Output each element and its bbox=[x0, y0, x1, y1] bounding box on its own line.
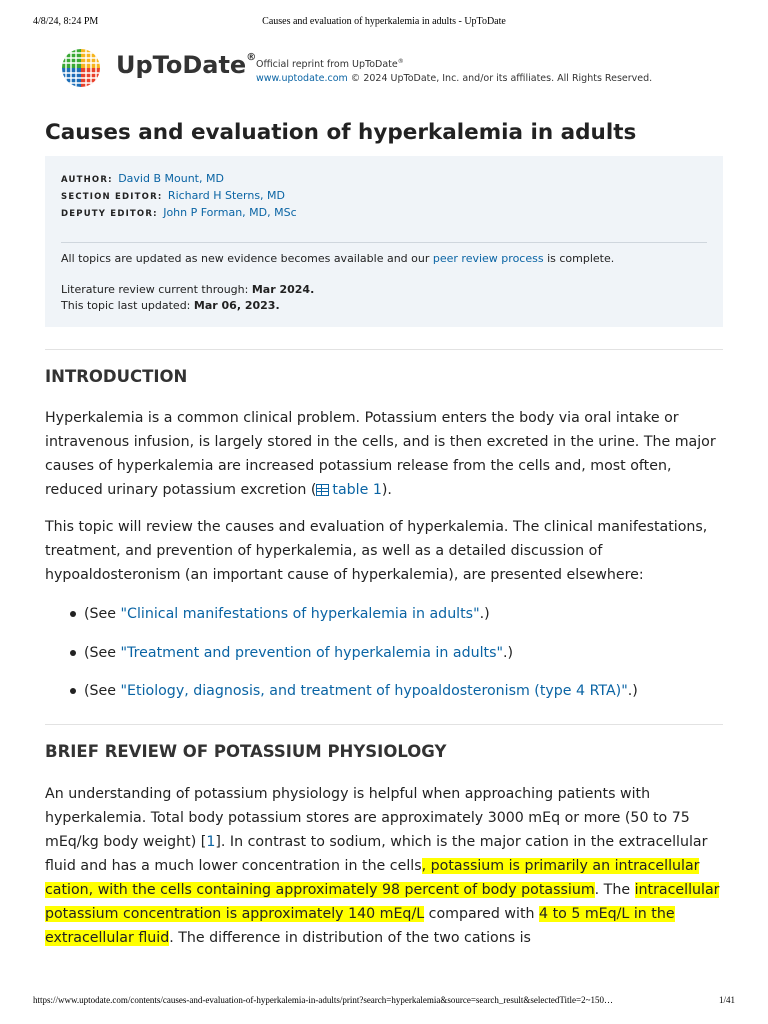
treatment-prevention-link[interactable]: "Treatment and prevention of hyperkalemia in adults" bbox=[120, 644, 503, 661]
print-header bbox=[33, 16, 735, 30]
reprint-notice: Official reprint from UpToDate® www.uptodate.com © 2024 UpToDate, Inc. and/or its affiliates. All Rights Reserved. bbox=[256, 58, 653, 85]
list-item: (See "Clinical manifestations of hyperkalemia in adults".) bbox=[66, 602, 638, 641]
uptodate-logo-icon bbox=[60, 47, 102, 89]
peer-review-link[interactable]: peer review process bbox=[432, 252, 544, 265]
last-updated-line: This topic last updated: Mar 06, 2023. bbox=[61, 299, 280, 312]
list-item: (See "Etiology, diagnosis, and treatment of hypoaldosteronism (type 4 RTA)".) bbox=[66, 679, 638, 718]
table-1-link[interactable]: table 1 bbox=[316, 482, 381, 498]
bullet-icon bbox=[70, 688, 76, 694]
section-editor-role: SECTION EDITOR: bbox=[61, 192, 163, 202]
print-url: https://www.uptodate.com/contents/causes-and-evaluation-of-hyperkalemia-in-adults/print?search=hyperkalemia&source=search_result&selectedTitle=2~150… bbox=[33, 995, 613, 1005]
highlight: , potassium is primarily an intracellular cation, with the cells containing approximately 98 percent of body potassium bbox=[45, 858, 700, 898]
author-line bbox=[61, 170, 707, 187]
physiology-heading: BRIEF REVIEW OF POTASSIUM PHYSIOLOGY bbox=[45, 742, 447, 761]
see-also-list bbox=[66, 602, 638, 718]
section-editor-line bbox=[61, 187, 707, 204]
author-role: AUTHOR: bbox=[61, 175, 113, 185]
list-item: (See "Treatment and prevention of hyperkalemia in adults".) bbox=[66, 641, 638, 680]
bullet-icon bbox=[70, 611, 76, 617]
info-divider bbox=[61, 242, 707, 243]
introduction-paragraph-2: This topic will review the causes and evaluation of hyperkalemia. The clinical manifestations, treatment, and prevention of hyperkalemia, as well as a detailed discussion of hypoaldosteronism (an important cause of hyperkalemia), are presented elsewhere: bbox=[45, 519, 708, 583]
clinical-manifestations-link[interactable]: "Clinical manifestations of hyperkalemia in adults" bbox=[120, 606, 480, 622]
deputy-editor-role: DEPUTY EDITOR: bbox=[61, 209, 158, 219]
literature-review-line: Literature review current through: Mar 2024. bbox=[61, 283, 315, 296]
bullet-icon bbox=[70, 650, 76, 656]
table-icon bbox=[316, 484, 329, 496]
page-number: 1/41 bbox=[718, 995, 735, 1005]
section-divider bbox=[45, 724, 723, 725]
article-title: Causes and evaluation of hyperkalemia in adults bbox=[45, 120, 637, 145]
highlight: 4 to 5 mEq/L in the extracellular fluid bbox=[45, 906, 675, 946]
uptodate-wordmark: UpToDate® bbox=[116, 51, 257, 79]
section-editor-link[interactable]: Richard H Sterns, MD bbox=[167, 189, 286, 202]
deputy-editor-link[interactable]: John P Forman, MD, MSc bbox=[163, 206, 297, 219]
article-info-box bbox=[45, 156, 723, 327]
hypoaldosteronism-link[interactable]: "Etiology, diagnosis, and treatment of hypoaldosteronism (type 4 RTA)" bbox=[120, 683, 628, 699]
introduction-heading: INTRODUCTION bbox=[45, 367, 188, 386]
print-datetime: 4/8/24, 8:24 PM bbox=[33, 16, 99, 27]
reference-1-link[interactable]: 1 bbox=[206, 834, 216, 850]
print-page-title: Causes and evaluation of hyperkalemia in adults - UpToDate bbox=[262, 16, 506, 27]
section-divider bbox=[45, 349, 723, 350]
introduction-paragraph-1: Hyperkalemia is a common clinical problem. Potassium enters the body via oral intake or intravenous infusion, is largely stored in the cells, and is then excreted in the urine. The major causes of hyperkalemia are increased potassium release from the cells and, most often, reduced urinary potassium excretion ( table 1). bbox=[45, 410, 716, 498]
highlight: intracellular potassium concentration is approximately 140 mEq/L bbox=[45, 882, 720, 922]
physiology-paragraph: An understanding of potassium physiology is helpful when approaching patients with hyperkalemia. Total body potassium stores are approximately 3000 mEq or more (50 to 75 mEq/kg body weight) [1]. In contrast to sodium, which is the major cation in the extracellular fluid and has a much lower concentration in the cells, potassium is primarily an intracellular cation, with the cells containing approximately 98 percent of body potassium. The intracellular potassium concentration is approximately 140 mEq/L compared with 4 to 5 mEq/L in the extracellular fluid. The difference in distribution of the two cations is bbox=[45, 786, 720, 946]
deputy-editor-line bbox=[61, 204, 707, 221]
uptodate-site-link[interactable]: www.uptodate.com bbox=[256, 73, 348, 85]
print-footer bbox=[33, 995, 735, 1009]
author-link[interactable]: David B Mount, MD bbox=[118, 172, 224, 185]
review-note: All topics are updated as new evidence becomes available and our peer review process is complete. bbox=[61, 252, 615, 265]
